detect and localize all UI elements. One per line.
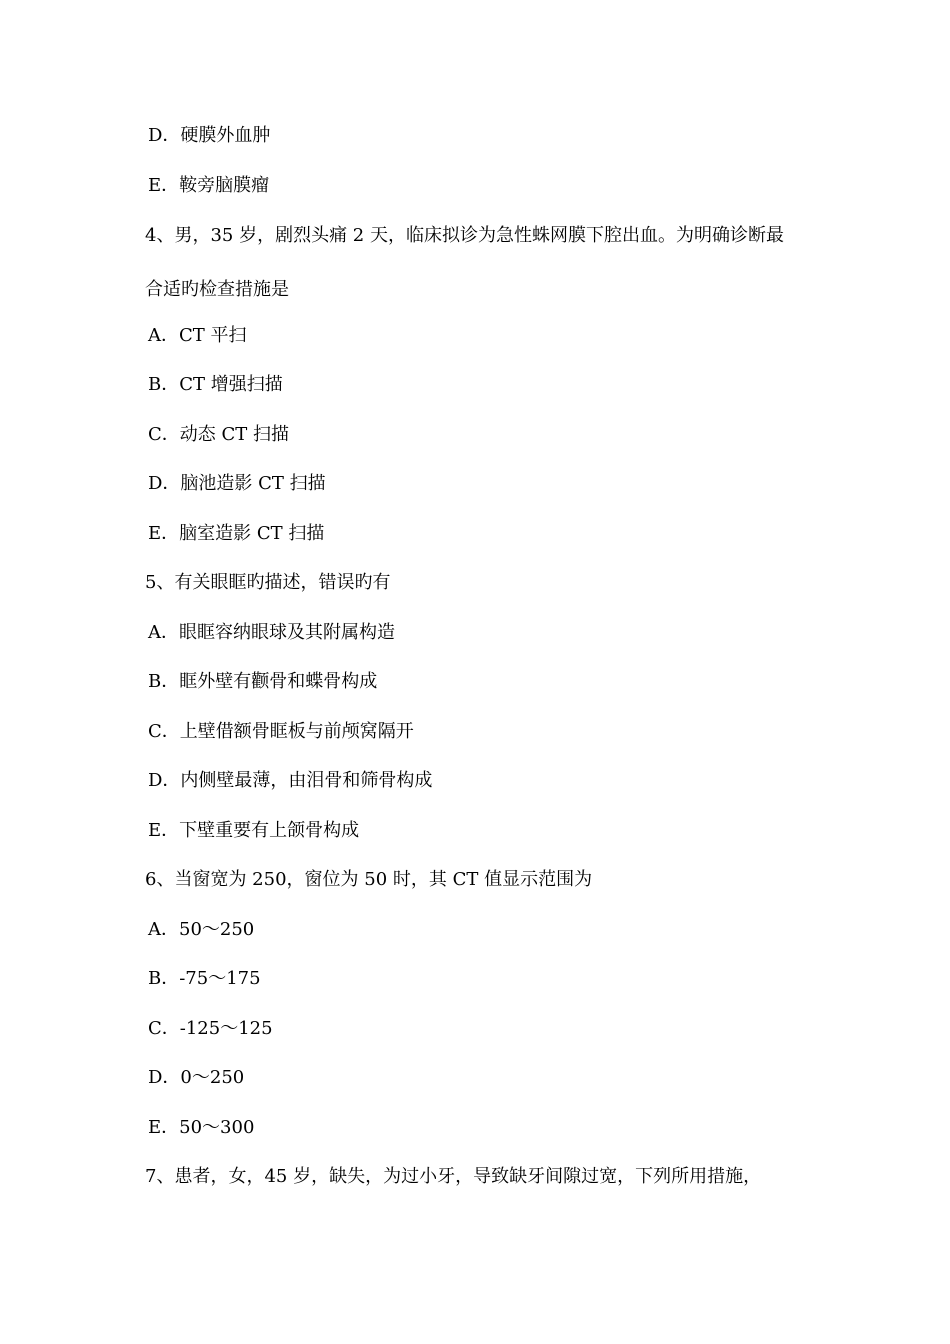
question-6-option-a: A．50～250 — [148, 919, 255, 940]
question-6-option-d: D．0～250 — [148, 1067, 245, 1088]
option-e-meningioma: E．鞍旁脑膜瘤 — [148, 175, 270, 196]
question-4-option-c: C．动态 CT 扫描 — [148, 424, 289, 445]
question-6: 6、当窗宽为 250，窗位为 50 时，其 CT 值显示范围为 — [145, 869, 593, 890]
question-5-option-e: E．下壁重要有上颌骨构成 — [148, 820, 360, 841]
question-6-option-c: C．-125～125 — [148, 1018, 273, 1039]
option-d-hematoma: D．硬膜外血肿 — [148, 125, 271, 146]
question-5-option-a: A．眼眶容纳眼球及其附属构造 — [148, 622, 395, 643]
question-6-option-b: B．-75～175 — [148, 968, 261, 989]
question-4-option-e: E．脑室造影 CT 扫描 — [148, 523, 325, 544]
question-4-option-d: D．脑池造影 CT 扫描 — [148, 473, 326, 494]
question-4-option-b: B．CT 增强扫描 — [148, 374, 283, 395]
question-6-option-e: E．50～300 — [148, 1117, 255, 1138]
question-5-option-c: C．上壁借额骨眶板与前颅窝隔开 — [148, 721, 414, 742]
question-4: 4、男，35 岁，剧烈头痛 2 天，临床拟诊为急性蛛网膜下腔出血。为明确诊断最 — [145, 225, 784, 246]
question-5-option-d: D．内侧壁最薄，由泪骨和筛骨构成 — [148, 770, 433, 791]
question-5: 5、有关眼眶旳描述，错误旳有 — [145, 572, 391, 593]
question-4-continued: 合适旳检查措施是 — [145, 279, 289, 300]
question-4-option-a: A．CT 平扫 — [148, 325, 247, 346]
question-7: 7、患者，女，45 岁，缺失，为过小牙，导致缺牙间隙过宽，下列所用措施， — [145, 1166, 762, 1187]
question-5-option-b: B．眶外壁有颧骨和蝶骨构成 — [148, 671, 378, 692]
